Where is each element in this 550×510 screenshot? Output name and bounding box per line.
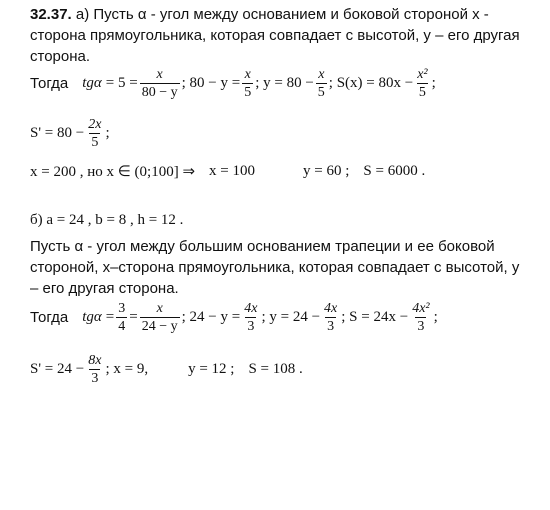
part-b-intro — [30, 236, 530, 299]
fraction: $\frac{8x}{3}$ — [88, 353, 102, 386]
derivative-lead: S' = 24 − — [30, 361, 85, 377]
part-a-equation-line-1 — [30, 66, 436, 101]
expression-text: ; y = 80 − — [255, 75, 314, 91]
expression-text: ; S(x) = 80x − — [328, 75, 414, 91]
tgda-label: Тогда — [30, 309, 69, 326]
s-value: S = 6000 . — [363, 163, 426, 179]
y-value: y = 60 ; — [303, 163, 350, 179]
critical-point-text: x = 200 , но x ∈ (0;100] ⇒ — [30, 164, 196, 180]
x-value: ; x = 9, — [105, 361, 149, 377]
fraction: $\frac{2x}{5}$ — [88, 117, 102, 150]
fraction: $\frac{x}{5}$ — [244, 67, 252, 100]
x-value: x = 100 — [209, 163, 255, 179]
part-b-given-text: б) a = 24 , b = 8 , h = 12 . — [30, 212, 184, 228]
expression-text: ; 24 − y = — [181, 309, 241, 325]
part-a-derivative-line — [30, 116, 110, 151]
part-b-given — [30, 212, 183, 229]
fraction: $\frac{4x}{3}$ — [244, 301, 258, 334]
derivative-lead: S' = 80 − — [30, 125, 85, 141]
problem-number: 32.37. — [30, 6, 72, 23]
s-value: S = 108 . — [248, 361, 303, 377]
part-a-intro — [30, 4, 530, 67]
equals: = — [105, 309, 115, 325]
expression-text: ; S = 24x − — [341, 309, 409, 325]
part-a-result-line — [30, 162, 425, 181]
expression-text: ; y = 24 − — [261, 309, 321, 325]
expression-text: ; 80 − y = — [181, 75, 241, 91]
fraction: $\frac{x}{5}$ — [317, 67, 325, 100]
fraction: $\frac{4x}{3}$ — [324, 301, 338, 334]
expression-text: ; — [433, 309, 438, 325]
equals-five: = 5 = — [105, 75, 138, 91]
expression-text: ; — [431, 75, 436, 91]
tangent-symbol: tgα — [82, 75, 102, 91]
part-b-derivative-line — [30, 352, 303, 387]
y-value: y = 12 ; — [188, 361, 235, 377]
fraction: $\frac{\text{x²}}{5}$ — [417, 67, 428, 100]
fraction: $\frac{3}{4}$ — [118, 301, 126, 334]
tangent-symbol: tgα — [82, 309, 102, 325]
fraction: $\frac{x}{24 - y}$ — [141, 301, 178, 334]
part-b-intro-text: Пусть α - угол между большим основанием трапеции и ее боковой стороной, x–сторона прямоугольника, которая совпадает с высотой, y – его другая сторона. — [30, 238, 520, 297]
fraction: $\frac{\text{4x²}}{3}$ — [412, 301, 430, 334]
tgda-label: Тогда — [30, 75, 69, 92]
expression-text: ; — [105, 125, 110, 141]
part-a-intro-text: а) Пусть α - угол между основанием и боковой стороной x - сторона прямоугольника, которая совпадает с высотой, y – его другая сторона. — [30, 6, 520, 65]
fraction: $\frac{x}{80 - y}$ — [141, 67, 178, 100]
equals: = — [129, 309, 138, 325]
part-b-equation-line-1 — [30, 300, 438, 335]
